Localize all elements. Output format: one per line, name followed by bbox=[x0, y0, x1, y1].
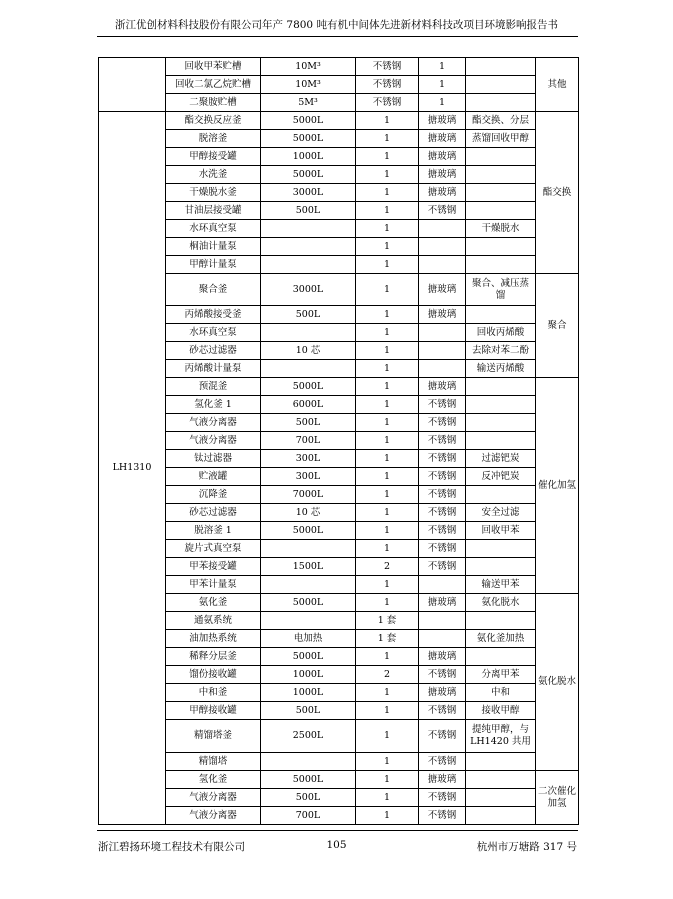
equipment-note-cell: 回收丙烯酸 bbox=[466, 324, 536, 342]
equipment-name-cell: 水洗釜 bbox=[166, 166, 261, 184]
equipment-name-cell: 丙烯酸计量泵 bbox=[166, 360, 261, 378]
equipment-note-cell bbox=[466, 94, 536, 112]
equipment-note-cell: 去除对苯二酚 bbox=[466, 342, 536, 360]
table-row bbox=[99, 378, 579, 396]
equipment-spec-cell: 2500L bbox=[261, 720, 356, 753]
equipment-material-cell: 搪玻璃 bbox=[419, 648, 466, 666]
equipment-spec-cell: 1000L bbox=[261, 666, 356, 684]
footer-company: 浙江碧扬环境工程技术有限公司 bbox=[98, 841, 245, 853]
table-row bbox=[99, 166, 579, 184]
table-row bbox=[99, 202, 579, 220]
equipment-material-cell: 1 bbox=[419, 94, 466, 112]
equipment-name-cell: 水环真空泵 bbox=[166, 324, 261, 342]
equipment-spec-cell bbox=[261, 540, 356, 558]
table-row bbox=[99, 220, 579, 238]
equipment-qty-cell: 1 bbox=[356, 202, 419, 220]
equipment-name-cell: 贮液罐 bbox=[166, 468, 261, 486]
equipment-material-cell: 不锈钢 bbox=[419, 666, 466, 684]
table-row bbox=[99, 414, 579, 432]
equipment-material-cell: 搪玻璃 bbox=[419, 130, 466, 148]
equipment-name-cell: 旋片式真空泵 bbox=[166, 540, 261, 558]
table-row bbox=[99, 486, 579, 504]
equipment-material-cell: 不锈钢 bbox=[419, 432, 466, 450]
equipment-name-cell: 气液分离器 bbox=[166, 414, 261, 432]
table-row bbox=[99, 306, 579, 324]
equipment-note-cell: 回收甲苯 bbox=[466, 522, 536, 540]
equipment-material-cell: 不锈钢 bbox=[419, 702, 466, 720]
equipment-spec-cell: 7000L bbox=[261, 486, 356, 504]
equipment-note-cell bbox=[466, 166, 536, 184]
equipment-name-cell: 砂芯过滤器 bbox=[166, 342, 261, 360]
table-row bbox=[99, 666, 579, 684]
process-group-cell: 二次催化加氢 bbox=[536, 771, 579, 825]
equipment-name-cell: 气液分离器 bbox=[166, 807, 261, 825]
equipment-material-cell: 不锈钢 bbox=[419, 396, 466, 414]
equipment-material-cell bbox=[419, 220, 466, 238]
table-row bbox=[99, 238, 579, 256]
equipment-material-cell: 搪玻璃 bbox=[419, 684, 466, 702]
equipment-material-cell: 搪玻璃 bbox=[419, 112, 466, 130]
equipment-note-cell bbox=[466, 238, 536, 256]
table-row bbox=[99, 576, 579, 594]
equipment-material-cell: 搪玻璃 bbox=[419, 771, 466, 789]
equipment-spec-cell: 700L bbox=[261, 432, 356, 450]
equipment-spec-cell: 5000L bbox=[261, 166, 356, 184]
process-group-cell: 其他 bbox=[536, 58, 579, 112]
table-row bbox=[99, 274, 579, 306]
equipment-qty-cell: 1 bbox=[356, 684, 419, 702]
product-code-cell: LH1310 bbox=[99, 112, 166, 825]
equipment-name-cell: 甲苯接受罐 bbox=[166, 558, 261, 576]
equipment-note-cell bbox=[466, 414, 536, 432]
equipment-note-cell: 过滤钯炭 bbox=[466, 450, 536, 468]
equipment-name-cell: 氢化釜 bbox=[166, 771, 261, 789]
equipment-note-cell bbox=[466, 807, 536, 825]
table-row bbox=[99, 432, 579, 450]
equipment-material-cell bbox=[419, 324, 466, 342]
equipment-spec-cell bbox=[261, 753, 356, 771]
table-row bbox=[99, 324, 579, 342]
equipment-qty-cell: 1 套 bbox=[356, 612, 419, 630]
equipment-qty-cell: 2 bbox=[356, 666, 419, 684]
equipment-note-cell bbox=[466, 184, 536, 202]
equipment-qty-cell: 1 套 bbox=[356, 630, 419, 648]
equipment-note-cell: 分离甲苯 bbox=[466, 666, 536, 684]
equipment-spec-cell: 5000L bbox=[261, 378, 356, 396]
equipment-name-cell: 二聚胺贮槽 bbox=[166, 94, 261, 112]
equipment-spec-cell: 300L bbox=[261, 468, 356, 486]
table-row bbox=[99, 396, 579, 414]
equipment-material-cell: 搪玻璃 bbox=[419, 306, 466, 324]
table-row bbox=[99, 184, 579, 202]
equipment-name-cell: 甘油层接受罐 bbox=[166, 202, 261, 220]
process-group-cell: 催化加氢 bbox=[536, 378, 579, 594]
equipment-qty-cell: 1 bbox=[356, 753, 419, 771]
equipment-qty-cell: 不锈钢 bbox=[356, 58, 419, 76]
equipment-note-cell: 中和 bbox=[466, 684, 536, 702]
equipment-name-cell: 甲醇计量泵 bbox=[166, 256, 261, 274]
equipment-note-cell: 安全过滤 bbox=[466, 504, 536, 522]
equipment-note-cell bbox=[466, 306, 536, 324]
equipment-note-cell bbox=[466, 202, 536, 220]
equipment-material-cell: 不锈钢 bbox=[419, 486, 466, 504]
equipment-name-cell: 酯交换反应釜 bbox=[166, 112, 261, 130]
equipment-spec-cell: 5000L bbox=[261, 522, 356, 540]
table-row bbox=[99, 789, 579, 807]
equipment-material-cell: 1 bbox=[419, 58, 466, 76]
equipment-qty-cell: 1 bbox=[356, 184, 419, 202]
table-row bbox=[99, 94, 579, 112]
table-row bbox=[99, 148, 579, 166]
equipment-name-cell: 稀释分层釜 bbox=[166, 648, 261, 666]
equipment-name-cell: 脱溶釜 bbox=[166, 130, 261, 148]
equipment-qty-cell: 1 bbox=[356, 702, 419, 720]
equipment-name-cell: 回收二氯乙烷贮槽 bbox=[166, 76, 261, 94]
equipment-qty-cell: 1 bbox=[356, 807, 419, 825]
equipment-material-cell: 不锈钢 bbox=[419, 753, 466, 771]
equipment-qty-cell: 不锈钢 bbox=[356, 94, 419, 112]
table-row bbox=[99, 450, 579, 468]
equipment-name-cell: 氨化釜 bbox=[166, 594, 261, 612]
equipment-spec-cell bbox=[261, 612, 356, 630]
equipment-name-cell: 干燥脱水釜 bbox=[166, 184, 261, 202]
equipment-qty-cell: 1 bbox=[356, 450, 419, 468]
equipment-spec-cell bbox=[261, 324, 356, 342]
equipment-material-cell bbox=[419, 612, 466, 630]
equipment-note-cell bbox=[466, 396, 536, 414]
equipment-qty-cell: 1 bbox=[356, 504, 419, 522]
table-row bbox=[99, 720, 579, 753]
equipment-spec-cell bbox=[261, 256, 356, 274]
equipment-spec-cell: 500L bbox=[261, 202, 356, 220]
equipment-note-cell: 提纯甲醇，与 LH1420 共用 bbox=[466, 720, 536, 753]
equipment-note-cell: 聚合、减压蒸馏 bbox=[466, 274, 536, 306]
table-row bbox=[99, 612, 579, 630]
equipment-material-cell: 不锈钢 bbox=[419, 789, 466, 807]
equipment-name-cell: 甲醇接收罐 bbox=[166, 702, 261, 720]
equipment-material-cell: 不锈钢 bbox=[419, 414, 466, 432]
equipment-spec-cell: 3000L bbox=[261, 184, 356, 202]
equipment-material-cell: 搪玻璃 bbox=[419, 166, 466, 184]
equipment-spec-cell: 500L bbox=[261, 789, 356, 807]
equipment-qty-cell: 2 bbox=[356, 558, 419, 576]
table-row bbox=[99, 684, 579, 702]
equipment-material-cell: 不锈钢 bbox=[419, 558, 466, 576]
equipment-note-cell: 接收甲醇 bbox=[466, 702, 536, 720]
header-rule bbox=[97, 36, 578, 37]
equipment-material-cell: 不锈钢 bbox=[419, 807, 466, 825]
equipment-spec-cell: 500L bbox=[261, 702, 356, 720]
table-row bbox=[99, 76, 579, 94]
equipment-note-cell bbox=[466, 558, 536, 576]
equipment-note-cell: 蒸馏回收甲醇 bbox=[466, 130, 536, 148]
table-row bbox=[99, 522, 579, 540]
equipment-note-cell bbox=[466, 378, 536, 396]
equipment-spec-cell: 10M³ bbox=[261, 58, 356, 76]
equipment-material-cell bbox=[419, 256, 466, 274]
equipment-material-cell: 不锈钢 bbox=[419, 450, 466, 468]
table-row bbox=[99, 648, 579, 666]
equipment-qty-cell: 1 bbox=[356, 112, 419, 130]
process-group-cell: 氨化脱水 bbox=[536, 594, 579, 771]
equipment-note-cell bbox=[466, 432, 536, 450]
table-row bbox=[99, 468, 579, 486]
equipment-note-cell: 输送甲苯 bbox=[466, 576, 536, 594]
equipment-spec-cell: 5M³ bbox=[261, 94, 356, 112]
equipment-qty-cell: 1 bbox=[356, 306, 419, 324]
equipment-name-cell: 沉降釜 bbox=[166, 486, 261, 504]
equipment-qty-cell: 1 bbox=[356, 720, 419, 753]
table-row bbox=[99, 58, 579, 76]
equipment-spec-cell: 5000L bbox=[261, 648, 356, 666]
equipment-spec-cell: 5000L bbox=[261, 771, 356, 789]
equipment-qty-cell: 1 bbox=[356, 522, 419, 540]
equipment-note-cell bbox=[466, 789, 536, 807]
product-cell-empty bbox=[99, 58, 166, 112]
equipment-spec-cell: 300L bbox=[261, 450, 356, 468]
equipment-note-cell bbox=[466, 486, 536, 504]
equipment-table bbox=[98, 57, 579, 825]
equipment-spec-cell: 1500L bbox=[261, 558, 356, 576]
equipment-material-cell bbox=[419, 576, 466, 594]
table-row bbox=[99, 342, 579, 360]
equipment-note-cell: 氨化脱水 bbox=[466, 594, 536, 612]
equipment-material-cell: 不锈钢 bbox=[419, 720, 466, 753]
equipment-material-cell: 搪玻璃 bbox=[419, 274, 466, 306]
equipment-note-cell bbox=[466, 148, 536, 166]
equipment-note-cell bbox=[466, 540, 536, 558]
equipment-note-cell: 干燥脱水 bbox=[466, 220, 536, 238]
equipment-name-cell: 丙烯酸接受釜 bbox=[166, 306, 261, 324]
table-row bbox=[99, 130, 579, 148]
equipment-qty-cell: 1 bbox=[356, 378, 419, 396]
equipment-qty-cell: 不锈钢 bbox=[356, 76, 419, 94]
equipment-material-cell: 搪玻璃 bbox=[419, 594, 466, 612]
table-row bbox=[99, 753, 579, 771]
equipment-note-cell bbox=[466, 648, 536, 666]
equipment-name-cell: 中和釜 bbox=[166, 684, 261, 702]
equipment-qty-cell: 1 bbox=[356, 220, 419, 238]
equipment-name-cell: 通氨系统 bbox=[166, 612, 261, 630]
equipment-spec-cell: 5000L bbox=[261, 112, 356, 130]
table-row bbox=[99, 558, 579, 576]
equipment-name-cell: 气液分离器 bbox=[166, 432, 261, 450]
equipment-name-cell: 甲苯计量泵 bbox=[166, 576, 261, 594]
equipment-material-cell: 搪玻璃 bbox=[419, 184, 466, 202]
equipment-qty-cell: 1 bbox=[356, 414, 419, 432]
table-row bbox=[99, 702, 579, 720]
equipment-material-cell: 不锈钢 bbox=[419, 540, 466, 558]
table-row bbox=[99, 256, 579, 274]
equipment-qty-cell: 1 bbox=[356, 342, 419, 360]
equipment-name-cell: 精馏塔釜 bbox=[166, 720, 261, 753]
equipment-spec-cell bbox=[261, 238, 356, 256]
equipment-spec-cell: 1000L bbox=[261, 684, 356, 702]
equipment-note-cell bbox=[466, 256, 536, 274]
equipment-qty-cell: 1 bbox=[356, 468, 419, 486]
equipment-note-cell: 氨化釜加热 bbox=[466, 630, 536, 648]
equipment-name-cell: 预混釜 bbox=[166, 378, 261, 396]
equipment-qty-cell: 1 bbox=[356, 148, 419, 166]
equipment-name-cell: 甲醇接受罐 bbox=[166, 148, 261, 166]
table-row bbox=[99, 594, 579, 612]
equipment-qty-cell: 1 bbox=[356, 238, 419, 256]
equipment-material-cell bbox=[419, 342, 466, 360]
equipment-material-cell: 不锈钢 bbox=[419, 468, 466, 486]
table-row bbox=[99, 630, 579, 648]
equipment-name-cell: 气液分离器 bbox=[166, 789, 261, 807]
table-row bbox=[99, 360, 579, 378]
equipment-qty-cell: 1 bbox=[356, 789, 419, 807]
equipment-spec-cell bbox=[261, 360, 356, 378]
equipment-name-cell: 水环真空泵 bbox=[166, 220, 261, 238]
equipment-spec-cell: 10M³ bbox=[261, 76, 356, 94]
equipment-spec-cell: 500L bbox=[261, 414, 356, 432]
equipment-name-cell: 聚合釜 bbox=[166, 274, 261, 306]
equipment-qty-cell: 1 bbox=[356, 360, 419, 378]
equipment-spec-cell: 5000L bbox=[261, 130, 356, 148]
equipment-qty-cell: 1 bbox=[356, 256, 419, 274]
table-row bbox=[99, 504, 579, 522]
equipment-spec-cell: 3000L bbox=[261, 274, 356, 306]
equipment-qty-cell: 1 bbox=[356, 648, 419, 666]
equipment-name-cell: 桐油计量泵 bbox=[166, 238, 261, 256]
equipment-note-cell bbox=[466, 76, 536, 94]
equipment-spec-cell: 10 芯 bbox=[261, 504, 356, 522]
equipment-note-cell bbox=[466, 612, 536, 630]
footer-rule bbox=[97, 830, 578, 831]
equipment-name-cell: 油加热系统 bbox=[166, 630, 261, 648]
equipment-material-cell: 搪玻璃 bbox=[419, 378, 466, 396]
table-row bbox=[99, 807, 579, 825]
equipment-spec-cell: 电加热 bbox=[261, 630, 356, 648]
equipment-qty-cell: 1 bbox=[356, 324, 419, 342]
equipment-name-cell: 馏份接收罐 bbox=[166, 666, 261, 684]
equipment-material-cell: 不锈钢 bbox=[419, 504, 466, 522]
equipment-name-cell: 回收甲苯贮槽 bbox=[166, 58, 261, 76]
equipment-qty-cell: 1 bbox=[356, 130, 419, 148]
equipment-spec-cell: 5000L bbox=[261, 594, 356, 612]
equipment-note-cell bbox=[466, 771, 536, 789]
page-header-title: 浙江优创材料科技股份有限公司年产 7800 吨有机中间体先进新材料科技改项目环境影响报告书 bbox=[115, 19, 558, 31]
equipment-qty-cell: 1 bbox=[356, 594, 419, 612]
equipment-name-cell: 钛过滤器 bbox=[166, 450, 261, 468]
equipment-qty-cell: 1 bbox=[356, 274, 419, 306]
equipment-qty-cell: 1 bbox=[356, 396, 419, 414]
table-row bbox=[99, 112, 579, 130]
equipment-spec-cell bbox=[261, 220, 356, 238]
equipment-name-cell: 氢化釜 1 bbox=[166, 396, 261, 414]
equipment-material-cell: 搪玻璃 bbox=[419, 148, 466, 166]
equipment-name-cell: 脱溶釜 1 bbox=[166, 522, 261, 540]
equipment-qty-cell: 1 bbox=[356, 432, 419, 450]
table-row bbox=[99, 540, 579, 558]
equipment-spec-cell bbox=[261, 576, 356, 594]
equipment-spec-cell: 700L bbox=[261, 807, 356, 825]
equipment-qty-cell: 1 bbox=[356, 771, 419, 789]
process-group-cell: 酯交换 bbox=[536, 112, 579, 274]
equipment-note-cell: 反冲钯炭 bbox=[466, 468, 536, 486]
equipment-qty-cell: 1 bbox=[356, 576, 419, 594]
equipment-spec-cell: 10 芯 bbox=[261, 342, 356, 360]
equipment-material-cell: 不锈钢 bbox=[419, 202, 466, 220]
equipment-material-cell bbox=[419, 238, 466, 256]
equipment-qty-cell: 1 bbox=[356, 540, 419, 558]
process-group-cell: 聚合 bbox=[536, 274, 579, 378]
footer-page-number: 105 bbox=[326, 839, 347, 851]
equipment-material-cell: 不锈钢 bbox=[419, 522, 466, 540]
equipment-qty-cell: 1 bbox=[356, 166, 419, 184]
footer-address: 杭州市万塘路 317 号 bbox=[476, 841, 577, 853]
equipment-material-cell bbox=[419, 630, 466, 648]
equipment-note-cell bbox=[466, 753, 536, 771]
equipment-spec-cell: 500L bbox=[261, 306, 356, 324]
equipment-name-cell: 砂芯过滤器 bbox=[166, 504, 261, 522]
equipment-spec-cell: 1000L bbox=[261, 148, 356, 166]
equipment-material-cell: 1 bbox=[419, 76, 466, 94]
equipment-spec-cell: 6000L bbox=[261, 396, 356, 414]
equipment-name-cell: 精馏塔 bbox=[166, 753, 261, 771]
equipment-note-cell: 输送丙烯酸 bbox=[466, 360, 536, 378]
equipment-qty-cell: 1 bbox=[356, 486, 419, 504]
equipment-note-cell bbox=[466, 58, 536, 76]
table-row bbox=[99, 771, 579, 789]
equipment-note-cell: 酯交换、分层 bbox=[466, 112, 536, 130]
equipment-material-cell bbox=[419, 360, 466, 378]
